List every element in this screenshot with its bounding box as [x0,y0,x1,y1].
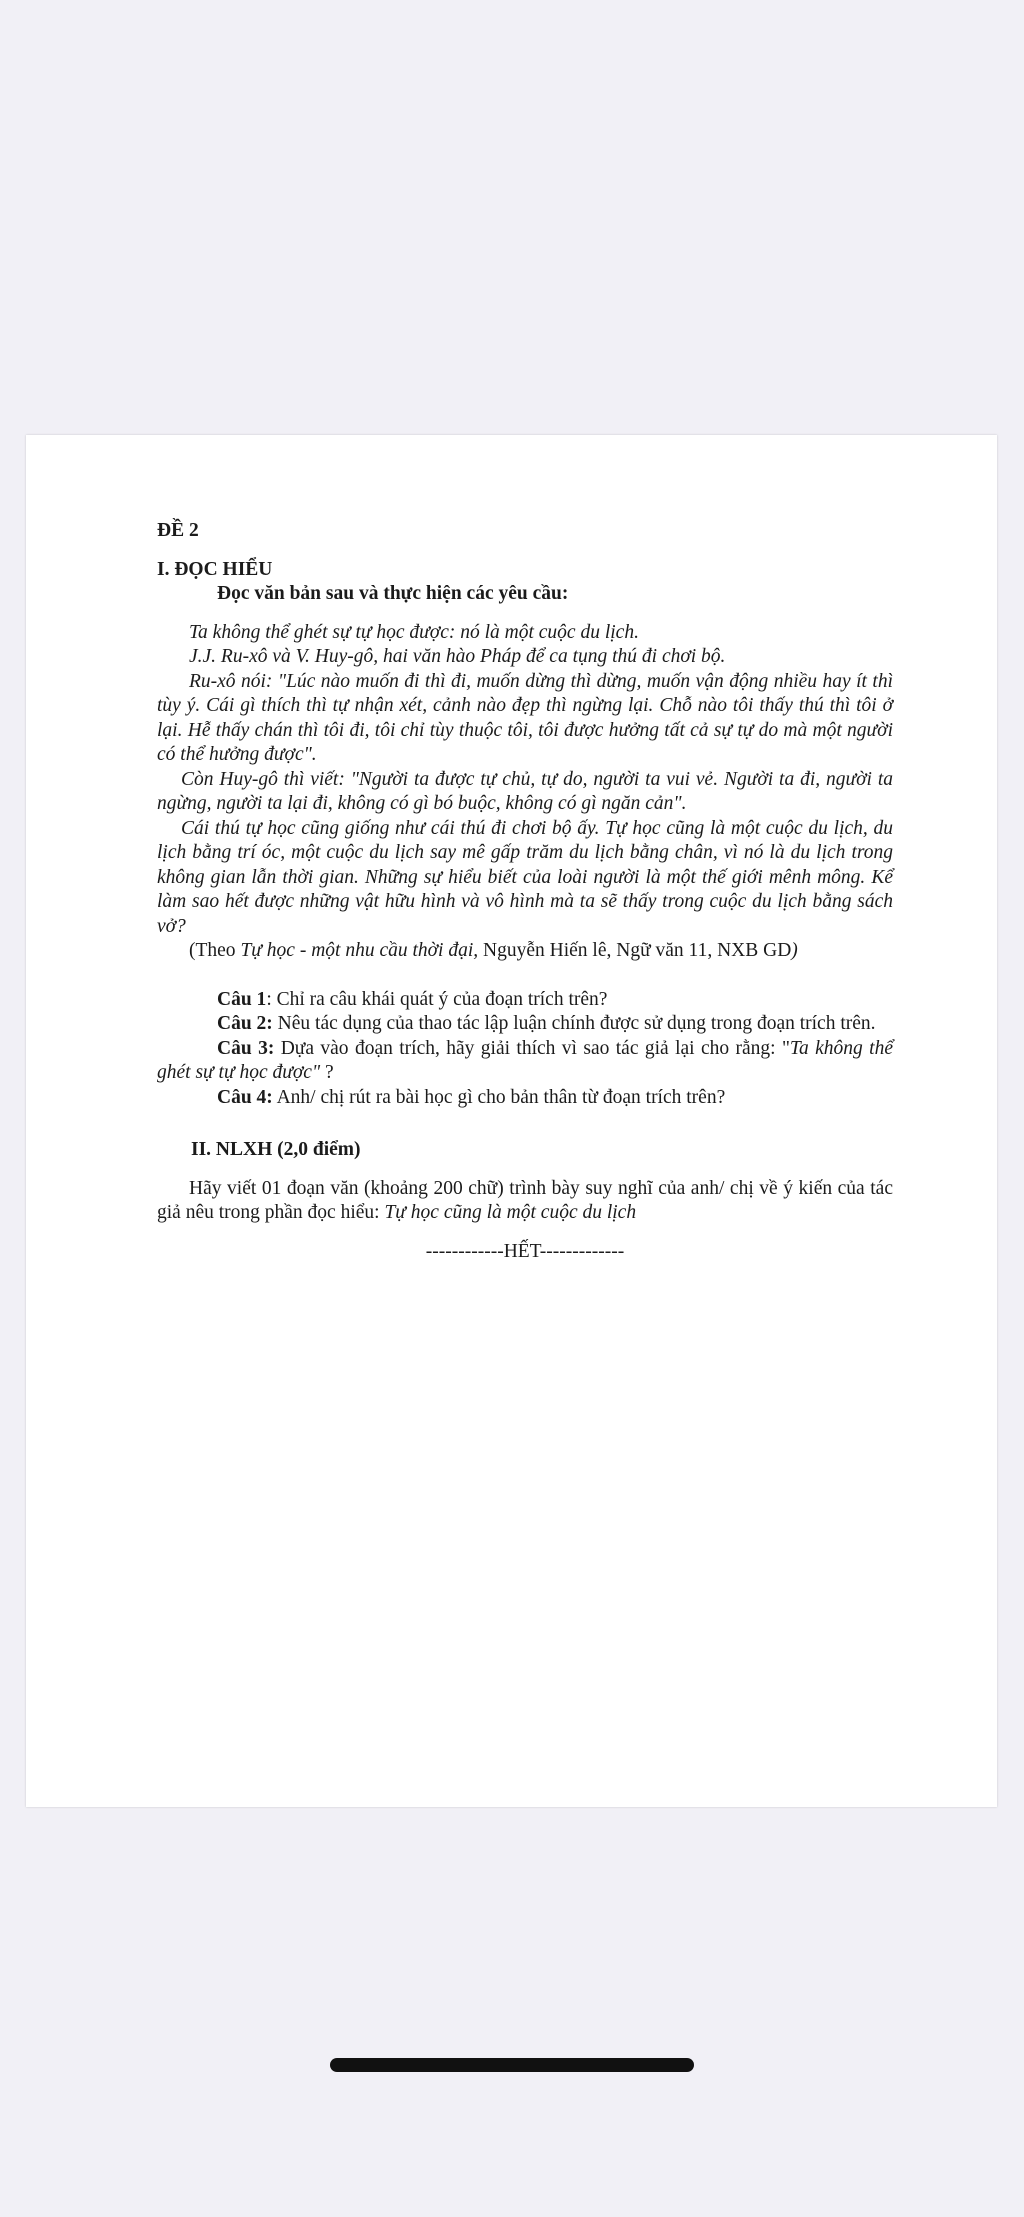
question-2-text: Nêu tác dụng của thao tác lập luận chính được sử dụng trong đoạn trích trên. [272,1013,876,1034]
question-4-text: Anh/ chị rút ra bài học gì cho bản thân từ đoạn trích trên? [272,1086,726,1108]
question-3-text: Dựa vào đoạn trích, hãy giải thích vì sao tác giả lại cho rằng: " [274,1037,790,1059]
exam-title: ĐỀ 2 [157,520,199,541]
passage-p1: Ta không thể ghét sự tự học được: nó là một cuộc du lịch. [189,621,639,643]
section2-quote: Tự học cũng là một cuộc du lịch [384,1202,637,1223]
end-marker: ------------HẾT------------- [425,1240,625,1262]
question-3-quote: Ta không thể ghét sự tự học được" [157,1037,893,1083]
question-4 [157,1086,893,1111]
question-1 [157,988,893,1013]
instruction: Đọc văn bản sau và thực hiện các yêu cầu: [217,583,569,604]
question-3 [157,1037,893,1086]
passage-p2: J.J. Ru-xô và V. Huy-gô, hai văn hào Pháp để ca tụng thú đi chơi bộ. [189,646,726,667]
spacer [157,964,893,988]
section2-prompt [157,1177,893,1226]
question-2-label: Câu 2: [217,1013,273,1034]
source-close: ) [791,940,798,961]
passage-p4: Còn Huy-gô thì viết: "Người ta được tự chủ, tự do, người ta vui vẻ. Người ta đi, người ta ngừng, người ta lại đi, không có gì bó buộc, không có gì ngăn cản". [157,768,893,814]
passage-p3: Ru-xô nói: "Lúc nào muốn đi thì đi, muốn dừng thì dừng, muốn vận động nhiều hay ít thì tùy ý. Cái gì thích thì tự nhận xét, cảnh nào đẹp thì ngừng lại. Chỗ nào tôi thấy thú thì tôi ở lại. Hễ thấy chán thì tôi đi, tôi chỉ tùy thuộc tôi, tôi được hưởng tất cả sự tự do mà một người có thể hưởng được". [157,670,893,765]
section1-title: I. ĐỌC HIỂU [157,558,273,580]
passage-p5: Cái thú tự học cũng giống như cái thú đi chơi bộ ấy. Tự học cũng là một cuộc du lịch, du lịch bằng trí óc, một cuộc du lịch say mê gấp trăm du lịch bằng chân, vì nó là du lịch trong không gian lẫn thời gian. Những sự hiểu biết của loài người là một thế giới mênh mông. Kể làm sao hết được những vật hữu hình và vô hình mà ta sẽ thấy trong cuộc du lịch bằng sách vở? [157,817,893,937]
question-3-tail: ? [320,1062,334,1083]
source-citation [157,939,893,964]
question-1-label: Câu 1 [217,988,267,1010]
home-indicator[interactable] [330,2058,694,2072]
source-book-title: Tự học - một nhu cầu thời đại, [240,940,479,961]
section2-text: Hãy viết 01 đoạn văn (khoảng 200 chữ) trình bày suy nghĩ của anh/ chị về ý kiến của tác giả nêu trong phần đọc hiểu: [157,1177,893,1223]
document-content [157,519,893,1264]
question-1-text: : Chỉ ra câu khái quát ý của đoạn trích trên? [266,988,608,1010]
question-4-label: Câu 4: [217,1086,273,1108]
document-page [26,435,997,1807]
source-prefix: (Theo [189,940,241,961]
source-rest: Nguyễn Hiến lê, Ngữ văn 11, NXB GD [478,940,792,961]
section2-title: II. NLXH (2,0 điểm) [191,1139,361,1160]
question-2 [157,1012,893,1037]
question-3-label: Câu 3: [217,1037,275,1059]
